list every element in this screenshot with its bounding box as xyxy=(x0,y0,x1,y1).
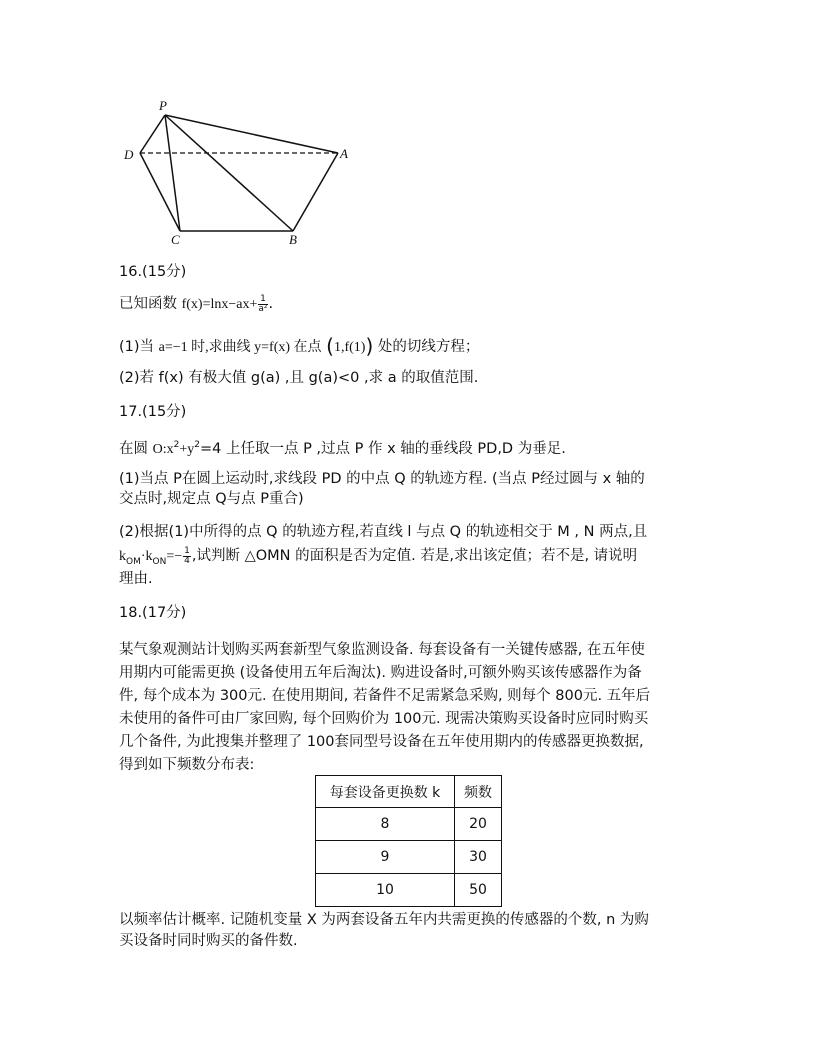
edge-pd xyxy=(140,115,165,153)
q18-after-line1: 以频率估计概率. 记随机变量 X 为两套设备五年内共需更换的传感器的个数, n 为购 xyxy=(119,912,649,928)
label-a: A xyxy=(340,146,348,161)
q17-k1: k xyxy=(119,549,126,564)
q17-intro-a: 在圆 xyxy=(119,440,148,457)
q16-point: 1,f(1) xyxy=(333,340,366,355)
table-cell-k: 10 xyxy=(316,874,455,907)
q16-part1-b: a=−1 时,求曲线 y=f(x) 在点 xyxy=(158,340,322,355)
q16-paren-right: ) xyxy=(365,334,374,358)
q17-part2-line2 xyxy=(119,546,699,572)
q18-para-line: 几个备件, 为此搜集并整理了 100套同型号设备在五年使用期内的传感器更换数据, xyxy=(119,734,644,750)
edge-pb xyxy=(165,115,293,231)
q18-after-line2: 买设备时同时购买的备件数. xyxy=(119,933,298,949)
fraction-numerator: 1 xyxy=(184,545,190,556)
q18-header: 18.(17分) xyxy=(119,605,187,621)
q17-sup1: 2 xyxy=(173,440,180,450)
label-b: B xyxy=(289,232,297,247)
table-header-frequency: 频数 xyxy=(455,776,502,808)
table-cell-frequency: 20 xyxy=(455,808,502,841)
table-row xyxy=(316,841,502,874)
q17-part1-line2: 交点时,规定点 Q与点 P重合) xyxy=(119,491,304,507)
q16-function-main: f(x)=lnx−ax+ xyxy=(181,297,258,312)
q17-part2-line1: (2)根据(1)中所得的点 Q 的轨迹方程,若直线 l 与点 Q 的轨迹相交于 M , N 两点,且 xyxy=(119,524,648,540)
q18-para-line: 某气象观测站计划购买两套新型气象监测设备. 每套设备有一关键传感器, 在五年使 xyxy=(119,642,645,658)
q18-para-line: 得到如下频数分布表: xyxy=(119,757,255,773)
q17-intro xyxy=(119,435,699,460)
table-header-row xyxy=(316,776,502,808)
q16-header: 16.(15分) xyxy=(119,264,187,280)
q17-dot-k: ·k xyxy=(140,549,153,564)
q16-paren-left: ( xyxy=(326,334,334,358)
frequency-table xyxy=(315,775,502,907)
fraction-numerator: 1 xyxy=(260,293,266,304)
q17-sup2: 2 xyxy=(194,440,200,450)
fraction-denominator: a² xyxy=(258,303,268,314)
pyramid-figure xyxy=(118,95,368,250)
q16-part1-c: 处的切线方程； xyxy=(377,339,480,355)
label-c: C xyxy=(171,232,180,247)
table-cell-frequency: 50 xyxy=(455,874,502,907)
q16-intro xyxy=(119,294,699,315)
edge-dc xyxy=(140,153,180,231)
q17-part2-line3: 理由. xyxy=(119,571,153,587)
edge-pa xyxy=(165,115,338,153)
q18-para-line: 未使用的备件可由厂家回购, 每个回购价为 100元. 现需决策购买设备时应同时购买 xyxy=(119,711,649,727)
table-row xyxy=(316,808,502,841)
table-cell-frequency: 30 xyxy=(455,841,502,874)
q17-fraction xyxy=(183,547,191,566)
q16-part2: (2)若 f(x) 有极大值 g(a) ,且 g(a)<0 ,求 a 的取值范围. xyxy=(119,370,479,386)
q17-sub-om: OM xyxy=(126,556,141,567)
q16-part1 xyxy=(119,336,699,358)
q18-para-line: 件, 每个成本为 300元. 在使用期间, 若备件不足需紧急采购, 则每个 800元. 五年后 xyxy=(119,688,651,704)
q18-para-line: 用期内可能需更换 (设备使用五年后淘汰). 购进设备时,可额外购买该传感器作为备 xyxy=(119,665,642,681)
table-row xyxy=(316,874,502,907)
q17-circle-c: =4 上任取一点 P ,过点 P 作 x 轴的垂线段 PD,D 为垂足. xyxy=(199,440,566,457)
edge-pc xyxy=(165,115,180,231)
q16-part1-a: (1)当 xyxy=(119,339,155,355)
table-header-k: 每套设备更换数 k xyxy=(316,776,455,808)
q17-part1-line1: (1)当点 P在圆上运动时,求线段 PD 的中点 Q 的轨迹方程. (当点 P经过圆与 x 轴的 xyxy=(119,471,645,487)
q17-sub-on: ON xyxy=(152,556,167,567)
q17-eq: =− xyxy=(166,549,183,564)
q17-part2-rest: ,试判断 △OMN 的面积是否为定值. 若是,求出该定值；若不是, 请说明 xyxy=(191,548,638,564)
q16-intro-prefix: 已知函数 xyxy=(119,296,177,312)
label-p: P xyxy=(159,98,167,113)
table-cell-k: 8 xyxy=(316,808,455,841)
q16-function-end: . xyxy=(268,296,274,312)
table-cell-k: 9 xyxy=(316,841,455,874)
q17-circle-b: +y xyxy=(179,441,195,457)
q16-function-fraction xyxy=(258,295,267,314)
edge-ba xyxy=(293,153,338,231)
fraction-denominator: 4 xyxy=(184,555,190,566)
label-d: D xyxy=(124,147,134,162)
q17-circle-a: O:x xyxy=(152,441,174,457)
q17-header: 17.(15分) xyxy=(119,404,187,420)
